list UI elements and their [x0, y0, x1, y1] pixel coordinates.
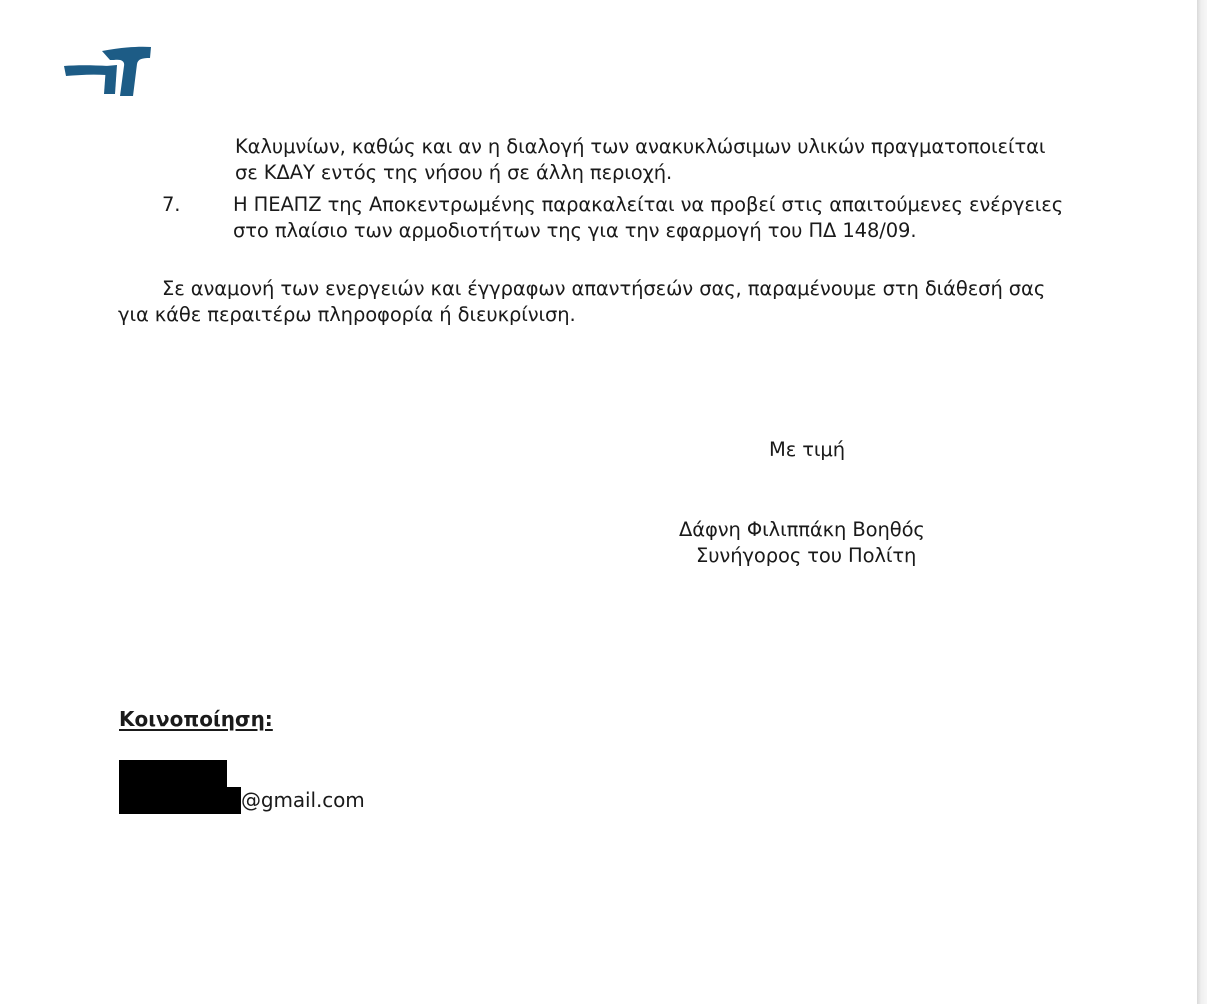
salutation: Με τιμή [769, 438, 845, 461]
paragraph-line: Καλυμνίων, καθώς και αν η διαλογή των ανακυκλώσιμων υλικών πραγματοποιείται [235, 135, 1046, 158]
list-item-number: 7. [162, 193, 181, 216]
signatory-name: Δάφνη Φιλιππάκη Βοηθός [679, 518, 925, 541]
cc-heading: Κοινοποίηση: [119, 707, 273, 731]
closing-paragraph-line: για κάθε περαιτέρω πληροφορία ή διευκρίνιση. [118, 303, 576, 326]
paragraph-line: σε ΚΔΑΥ εντός της νήσου ή σε άλλη περιοχή. [235, 161, 673, 184]
list-item-text: Η ΠΕΑΠΖ της Αποκεντρωμένης παρακαλείται να προβεί στις απαιτούμενες ενέργειες [233, 193, 1064, 216]
cc-email-suffix: @gmail.com [241, 788, 365, 812]
redaction-block [119, 760, 227, 787]
redaction-block [119, 787, 241, 814]
closing-paragraph-line: Σε αναμονή των ενεργειών και έγγραφων απαντήσεών σας, παραμένουμε στη διάθεσή σας [162, 277, 1046, 300]
signatory-title: Συνήγορος του Πολίτη [696, 544, 917, 567]
ombudsman-logo-icon [62, 42, 154, 100]
list-item-text: στο πλαίσιο των αρμοδιοτήτων της για την εφαρμογή του ΠΔ 148/09. [233, 219, 917, 242]
page-edge-shadow [1197, 0, 1207, 1004]
